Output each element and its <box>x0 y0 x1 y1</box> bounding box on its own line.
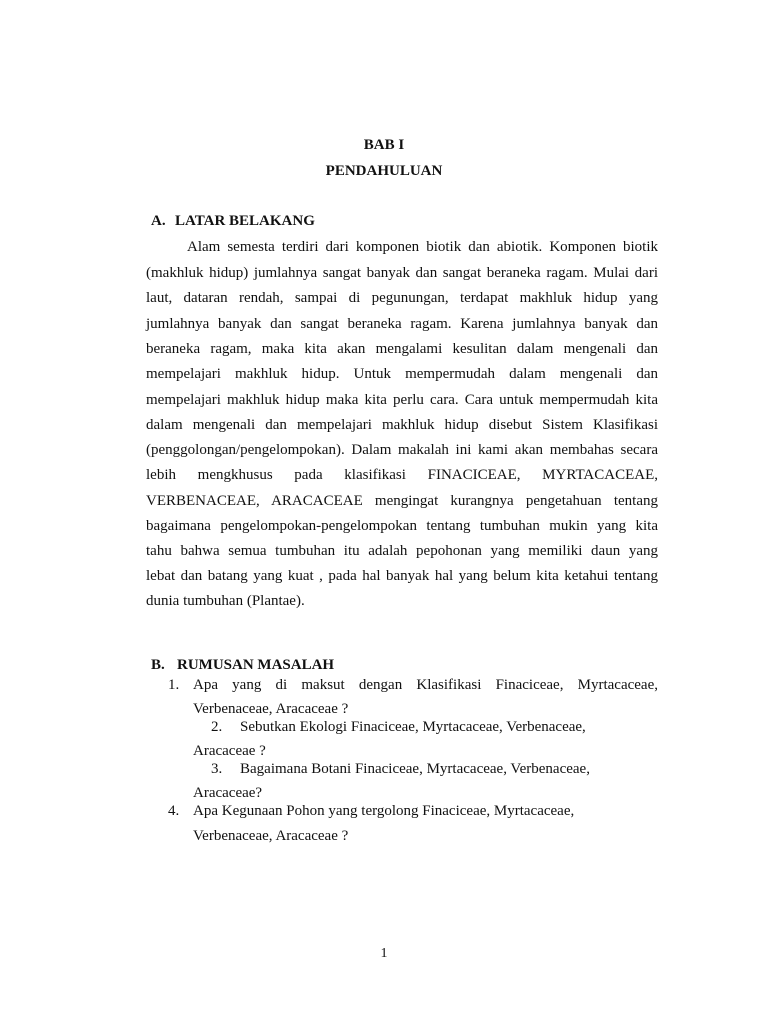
section-a-heading: LATAR BELAKANG <box>175 213 315 229</box>
paragraph-line: beraneka ragam, maka kita akan mengalami kesulitan dalam mengenali dan <box>146 341 658 357</box>
paragraph-line: lebat dan batang yang kuat , pada hal banyak hal yang belum kita ketahui tentang <box>146 568 658 584</box>
list-item-number: 1. <box>168 677 180 693</box>
paragraph-line: dalam mengenali dan mempelajari makhluk hidup disebut Sistem Klasifikasi <box>146 417 658 433</box>
chapter-label: BAB I <box>363 137 405 153</box>
list-item-number: 4. <box>168 803 180 819</box>
paragraph-line: Alam semesta terdiri dari komponen biotik dan abiotik. Komponen biotik <box>187 239 658 255</box>
chapter-title: PENDAHULUAN <box>325 163 443 179</box>
paragraph-line: laut, dataran rendah, sampai di pegunungan, terdapat makhluk hidup yang <box>146 290 658 306</box>
list-item-text: Aracaceae? <box>193 785 263 801</box>
paragraph-line: mempelajari makhluk hidup. Untuk mempermudah dalam mengenali dan <box>146 366 658 382</box>
list-item-text: Apa yang di maksut dengan Klasifikasi Finaciceae, Myrtacaceae, <box>193 677 658 693</box>
list-item-text: Bagaimana Botani Finaciceae, Myrtacaceae, Verbenaceae, <box>240 761 590 777</box>
paragraph-line: jumlahnya banyak dan sangat beraneka ragam. Karena jumlahnya banyak dan <box>146 316 658 332</box>
paragraph-line: bagaimana pengelompokan-pengelompokan tentang tumbuhan mukin yang kita <box>146 518 658 534</box>
paragraph-line: VERBENACEAE, ARACACEAE mengingat kurangnya pengetahuan tentang <box>146 493 658 509</box>
paragraph-line: tahu bahwa semua tumbuhan itu adalah pepohonan yang memiliki daun yang <box>146 543 658 559</box>
page-number: 1 <box>380 946 388 961</box>
section-b-letter: B. <box>151 657 165 673</box>
list-item-text: Sebutkan Ekologi Finaciceae, Myrtacaceae, Verbenaceae, <box>240 719 586 735</box>
list-item-text: Verbenaceae, Aracaceae ? <box>193 828 349 844</box>
paragraph-line: lebih mengkhusus pada klasifikasi FINACICEAE, MYRTACACEAE, <box>146 467 658 483</box>
paragraph-line: mempelajari makhluk hidup maka kita perlu cara. Cara untuk mempermudah kita <box>146 392 658 408</box>
paragraph-line: (makhluk hidup) jumlahnya sangat banyak dan sangat beraneka ragam. Mulai dari <box>146 265 658 281</box>
paragraph-line: dunia tumbuhan (Plantae). <box>146 593 305 609</box>
section-a-letter: A. <box>151 213 166 229</box>
list-item-text: Aracaceae ? <box>193 743 266 759</box>
paragraph-line: (penggolongan/pengelompokan). Dalam makalah ini kami akan membahas secara <box>146 442 658 458</box>
section-b-heading: RUMUSAN MASALAH <box>177 657 335 673</box>
list-item-text: Verbenaceae, Aracaceae ? <box>193 701 349 717</box>
list-item-number: 2. <box>211 719 223 735</box>
list-item-number: 3. <box>211 761 223 777</box>
list-item-text: Apa Kegunaan Pohon yang tergolong Finaciceae, Myrtacaceae, <box>193 803 575 819</box>
